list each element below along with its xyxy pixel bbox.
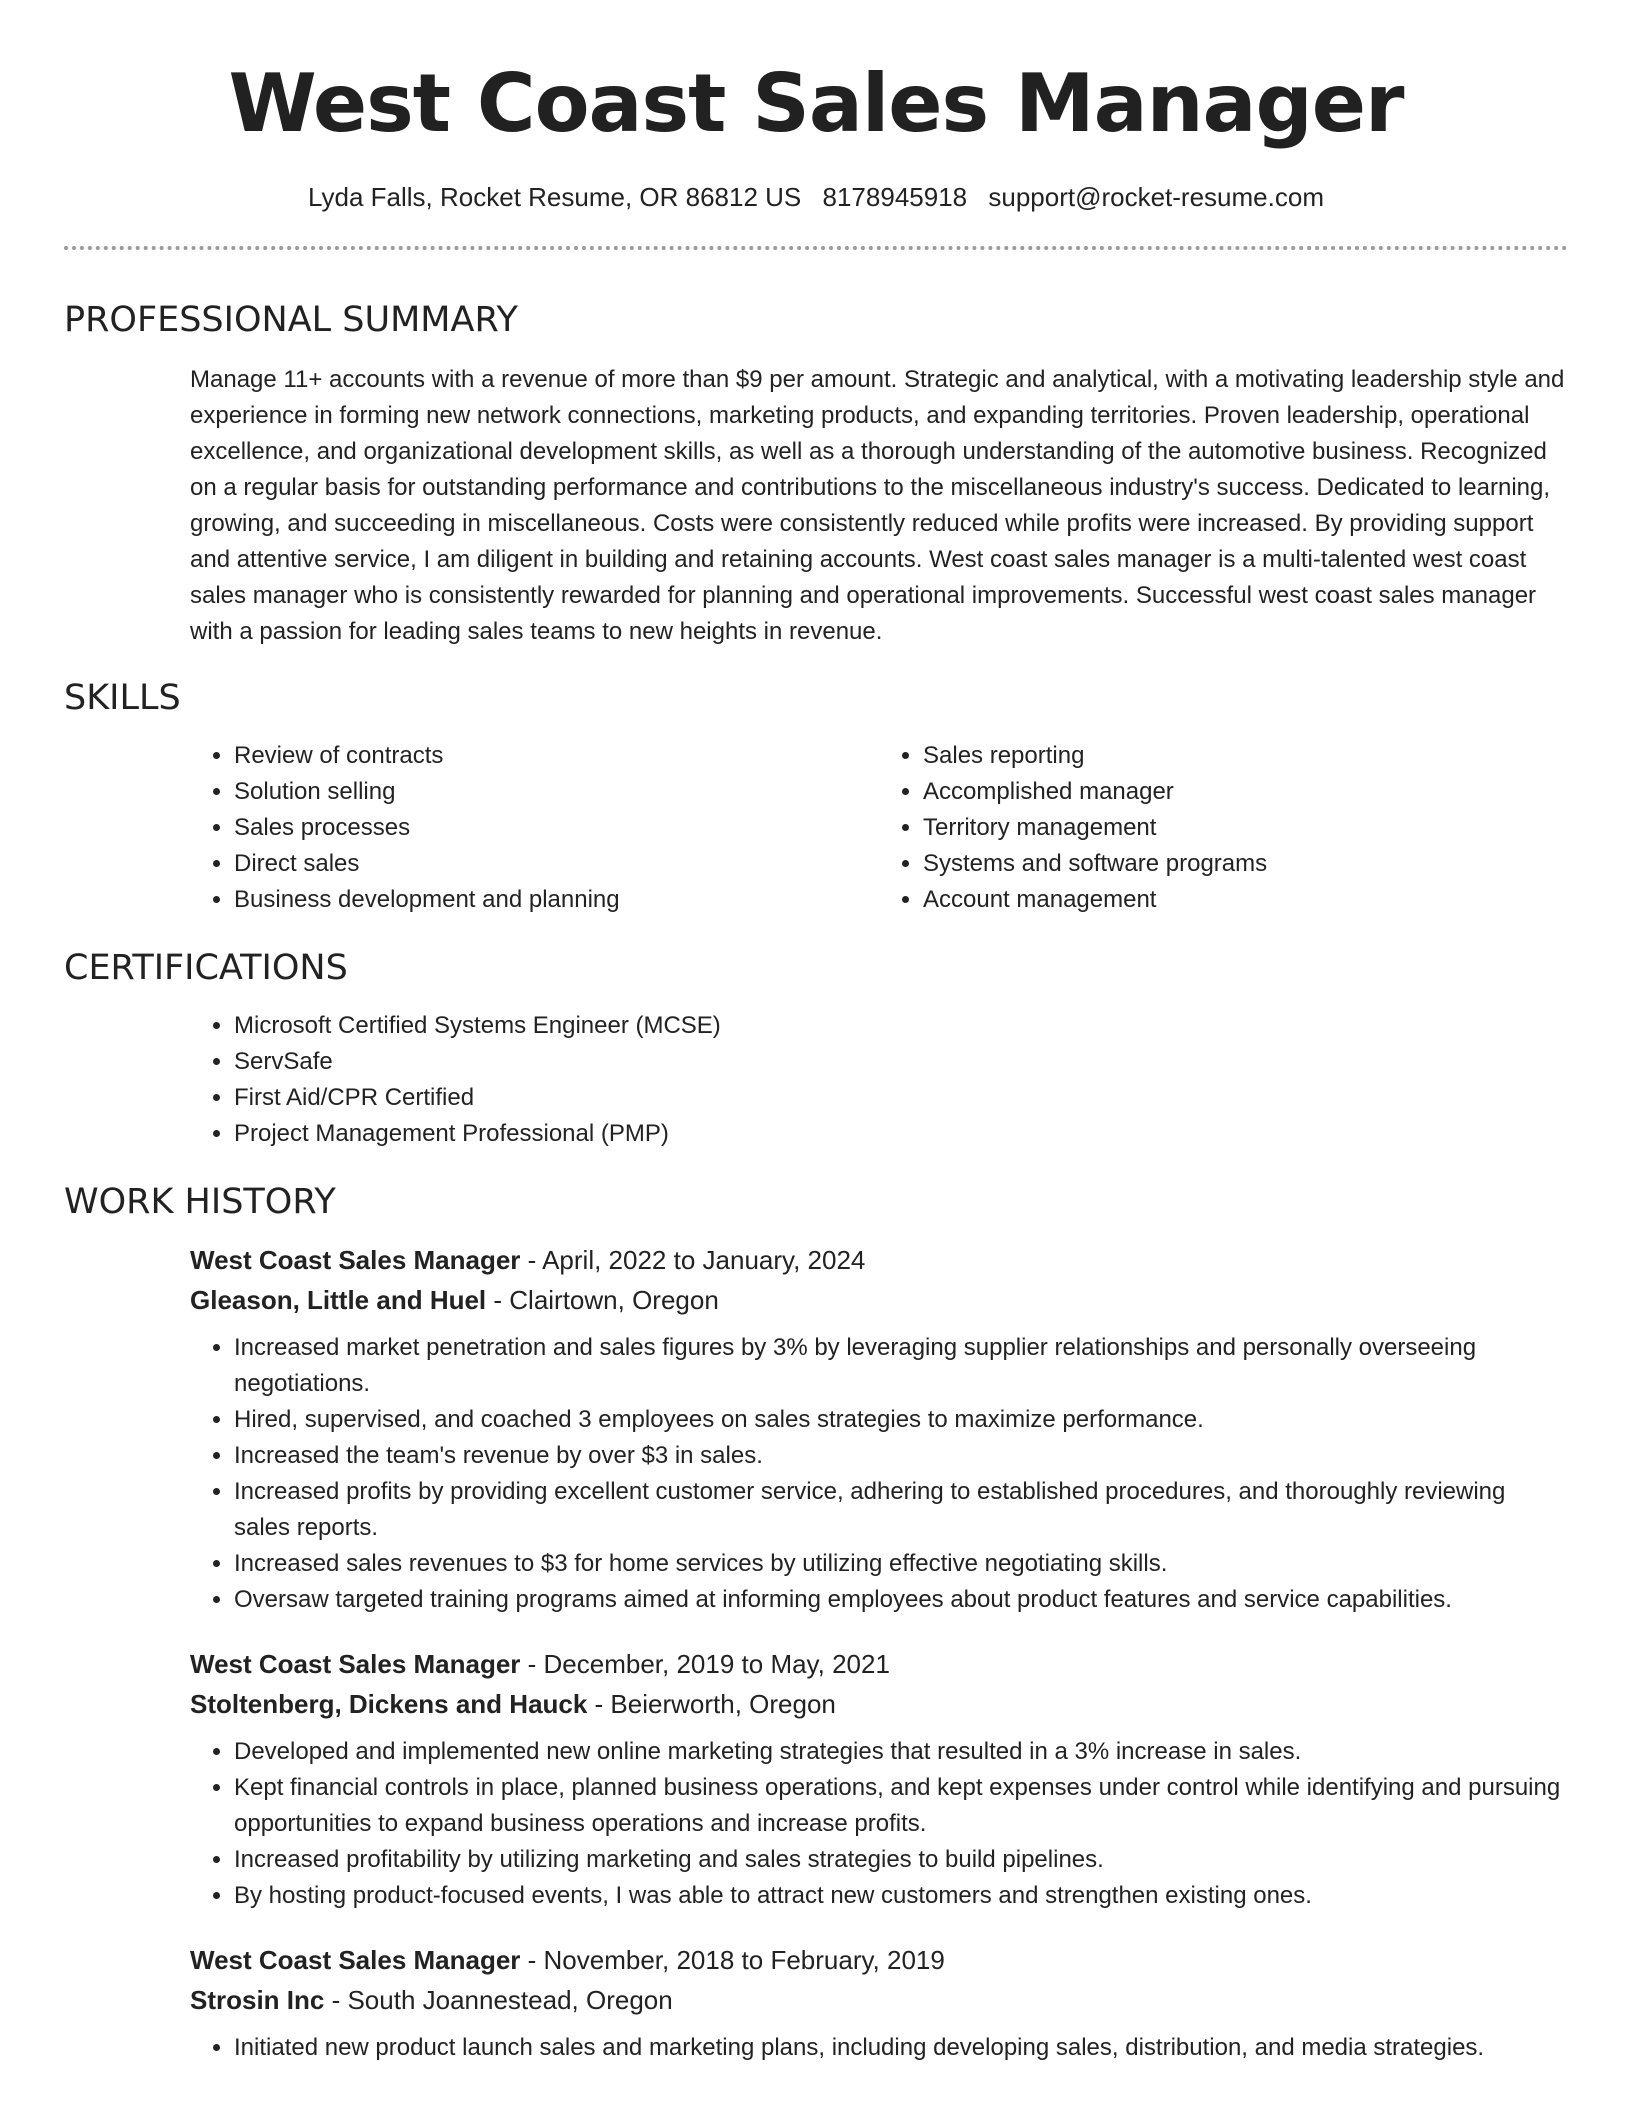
summary-text: Manage 11+ accounts with a revenue of more than $9 per amount. Strategic and analytical, with a motivating leadership style and experience in forming new network connections, marketing products, and expanding territories. Proven leadership, operational excellence, and organizational development skills, as well as a thorough understanding of the automotive business. Recognized on a regular basis for outstanding performance and contributions to the miscellaneous industry's success. Dedicated to learning, growing, and succeeding in miscellaneous. Costs were consistently reduced while profits were increased. By providing support and attentive service, I am diligent in building and retaining accounts. West coast sales manager is a multi-talented west coast sales manager who is consistently rewarded for planning and operational improvements. Successful west coast sales manager with a passion for leading sales teams to new heights in revenue. (190, 366, 1565, 645)
certification-item: • ServSafe (234, 1044, 1568, 1080)
job-bullet: • Increased market penetration and sales figures by 3% by leveraging supplier relationships and personally overseeing negotiations. (234, 1330, 1568, 1402)
skill-item: • Account management (923, 882, 1568, 918)
job-bullet: • By hosting product-focused events, I was able to attract new customers and strengthen existing ones. (234, 1878, 1568, 1914)
skill-item: • Direct sales (234, 846, 879, 882)
skill-item: • Systems and software programs (923, 846, 1568, 882)
skill-item: • Solution selling (234, 774, 879, 810)
job-company-line (190, 1280, 1568, 1320)
header-divider (64, 246, 1568, 250)
job-dates: - December, 2019 to May, 2021 (520, 1649, 890, 1679)
job-title-line (190, 1240, 1568, 1280)
job-company-line (190, 1684, 1568, 1724)
contact-email: support@rocket-resume.com (988, 182, 1324, 212)
skill-item: • Accomplished manager (923, 774, 1568, 810)
skills-column-left (190, 738, 879, 918)
job-title: West Coast Sales Manager (190, 1245, 521, 1275)
job-bullet: • Oversaw targeted training programs aimed at informing employees about product features and service capabilities. (234, 1582, 1568, 1618)
job-company: Stoltenberg, Dickens and Hauck (190, 1689, 588, 1719)
certifications-heading: CERTIFICATIONS (64, 948, 348, 988)
job-company: Gleason, Little and Huel (190, 1285, 487, 1315)
job-entry (190, 1240, 1568, 1618)
job-bullet: • Increased sales revenues to $3 for home services by utilizing effective negotiating skills. (234, 1546, 1568, 1582)
job-bullet: • Increased profitability by utilizing marketing and sales strategies to build pipelines. (234, 1842, 1568, 1878)
job-location: - Beierworth, Oregon (587, 1689, 836, 1719)
skill-item: • Territory management (923, 810, 1568, 846)
skills-heading: SKILLS (64, 678, 181, 718)
certifications-list (190, 1008, 1568, 1152)
job-bullet: • Initiated new product launch sales and marketing plans, including developing sales, distribution, and media strategies. (234, 2030, 1568, 2066)
contact-line (64, 180, 1568, 214)
contact-address: Lyda Falls, Rocket Resume, OR 86812 US (308, 182, 802, 212)
job-bullets (190, 1330, 1568, 1618)
job-company: Strosin Inc (190, 1985, 325, 2015)
job-bullet: • Increased the team's revenue by over $3 in sales. (234, 1438, 1568, 1474)
job-location: - South Joannestead, Oregon (324, 1985, 673, 2015)
job-location: - Clairtown, Oregon (486, 1285, 719, 1315)
contact-phone: 8178945918 (822, 182, 968, 212)
work-history-heading: WORK HISTORY (64, 1182, 336, 1222)
job-bullets (190, 2030, 1568, 2066)
skill-item: • Sales processes (234, 810, 879, 846)
job-bullet: • Kept financial controls in place, planned business operations, and kept expenses under control while identifying and pursuing opportunities to expand business operations and increase profits. (234, 1770, 1568, 1842)
job-title: West Coast Sales Manager (190, 1945, 521, 1975)
job-entry (190, 1644, 1568, 1914)
skill-item: • Sales reporting (923, 738, 1568, 774)
job-bullets (190, 1734, 1568, 1914)
job-title: West Coast Sales Manager (190, 1649, 521, 1679)
resume-title: West Coast Sales Manager (228, 57, 1404, 150)
skills-column-right (879, 738, 1568, 918)
job-dates: - November, 2018 to February, 2019 (520, 1945, 945, 1975)
job-entry (190, 1940, 1568, 2066)
skills-list (190, 738, 1568, 918)
certification-item: • Microsoft Certified Systems Engineer (MCSE) (234, 1008, 1568, 1044)
job-bullet: • Increased profits by providing excellent customer service, adhering to established procedures, and thoroughly reviewing sales reports. (234, 1474, 1568, 1546)
job-title-line (190, 1940, 1568, 1980)
job-bullet: • Hired, supervised, and coached 3 employees on sales strategies to maximize performance. (234, 1402, 1568, 1438)
job-dates: - April, 2022 to January, 2024 (520, 1245, 866, 1275)
job-company-line (190, 1980, 1568, 2020)
summary-heading: PROFESSIONAL SUMMARY (64, 300, 518, 340)
job-bullet: • Developed and implemented new online marketing strategies that resulted in a 3% increase in sales. (234, 1734, 1568, 1770)
skill-item: • Business development and planning (234, 882, 879, 918)
skill-item: • Review of contracts (234, 738, 879, 774)
certification-item: • Project Management Professional (PMP) (234, 1116, 1568, 1152)
certification-item: • First Aid/CPR Certified (234, 1080, 1568, 1116)
job-title-line (190, 1644, 1568, 1684)
